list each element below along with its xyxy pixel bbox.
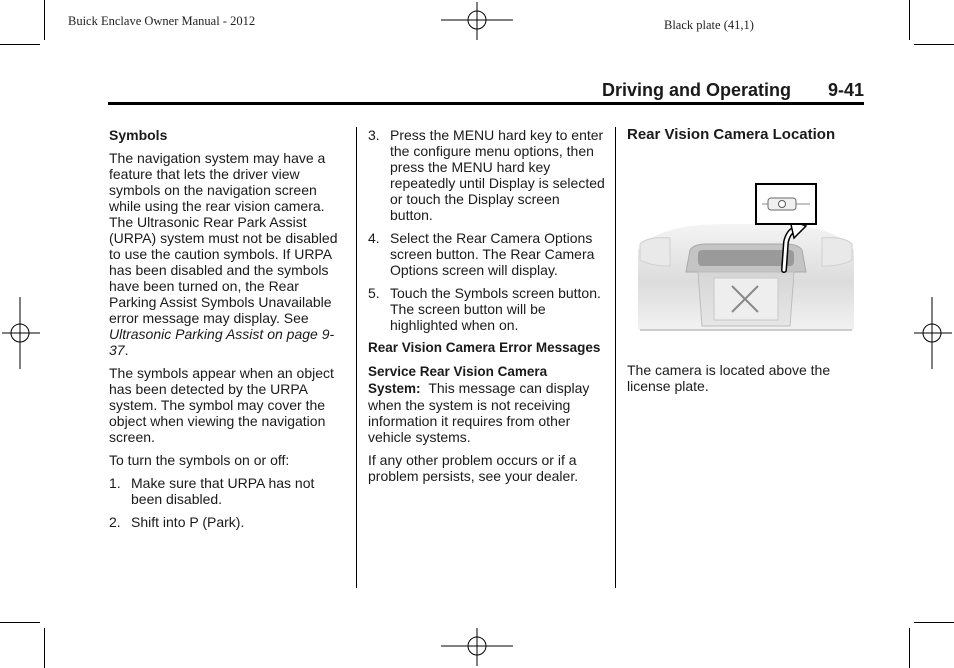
list-item-number: 3. (368, 127, 380, 143)
symbols-heading: Symbols (109, 127, 168, 143)
crop-mark (914, 622, 954, 623)
registration-mark-right-icon (912, 297, 954, 369)
list-item-text: Touch the Symbols screen button. The screen button will be highlighted when on. (390, 285, 601, 333)
symbols-paragraph-end: . (124, 342, 129, 358)
cross-reference-link[interactable]: Ultrasonic Parking Assist on page 9-37 (109, 326, 335, 358)
registration-mark-left-icon (0, 297, 42, 369)
turn-on-off-intro: To turn the symbols on or off: (109, 452, 290, 468)
list-item-number: 4. (368, 230, 380, 246)
list-item (368, 285, 606, 333)
service-camera-label: Service Rear Vision Camera System: (368, 364, 548, 396)
service-camera-text: This message can display when the system is not receiving information it requires from other vehicle systems. (368, 380, 590, 445)
list-item (368, 230, 606, 278)
plate-label: Black plate (41,1) (664, 18, 754, 32)
list-item-text: Shift into P (Park). (131, 514, 245, 530)
camera-location-illustration (636, 180, 856, 340)
symbols-paragraph (109, 150, 347, 358)
list-item-number: 5. (368, 285, 380, 301)
symbols-detection-paragraph: The symbols appear when an object has been detected by the URPA system. The symbol may cover the object when viewing the navigation screen. (109, 365, 334, 445)
list-item (368, 127, 606, 223)
page-header (108, 80, 864, 105)
crop-mark (44, 0, 45, 40)
crop-mark (0, 622, 40, 623)
crop-mark (44, 628, 45, 668)
error-messages-heading: Rear Vision Camera Error Messages (368, 340, 601, 355)
dealer-paragraph: If any other problem occurs or if a problem persists, see your dealer. (368, 452, 579, 484)
crop-mark (914, 44, 954, 45)
registration-mark-top-icon (441, 0, 513, 42)
column-2 (368, 127, 606, 491)
camera-location-caption: The camera is located above the license plate. (627, 362, 831, 394)
list-item (109, 514, 347, 530)
crop-mark (0, 44, 40, 45)
manual-title: Buick Enclave Owner Manual - 2012 (68, 14, 256, 28)
column-1 (109, 127, 347, 537)
column-divider (356, 127, 357, 588)
symbols-paragraph-text: The navigation system may have a feature that lets the driver view symbols on the navigation screen while using the rear vision camera. The Ultrasonic Rear Park Assist (URPA) system must not be disabled to use the caution symbols. If URPA has been disabled and the symbols have been turned on, the Rear Parking Assist Symbols Unavailable error message may display. See (109, 150, 338, 326)
list-item-text: Select the Rear Camera Options screen button. The Rear Camera Options screen will display. (390, 230, 595, 278)
crop-mark (909, 628, 910, 668)
registration-mark-bottom-icon (441, 626, 513, 668)
column-3 (627, 127, 857, 150)
list-item (109, 475, 347, 507)
camera-location-heading: Rear Vision Camera Location (627, 126, 836, 143)
list-item-text: Make sure that URPA has not been disabled. (131, 475, 315, 507)
section-title: Driving and Operating (602, 80, 792, 100)
column-divider (615, 127, 616, 588)
page-number: 9-41 (827, 80, 864, 100)
list-item-text: Press the MENU hard key to enter the configure menu options, then press the MENU hard key repeatedly until Display is selected or touch the Display screen button. (390, 127, 605, 223)
list-item-number: 2. (109, 514, 121, 530)
list-item-number: 1. (109, 475, 121, 491)
crop-mark (909, 0, 910, 40)
service-camera-message (368, 363, 606, 445)
